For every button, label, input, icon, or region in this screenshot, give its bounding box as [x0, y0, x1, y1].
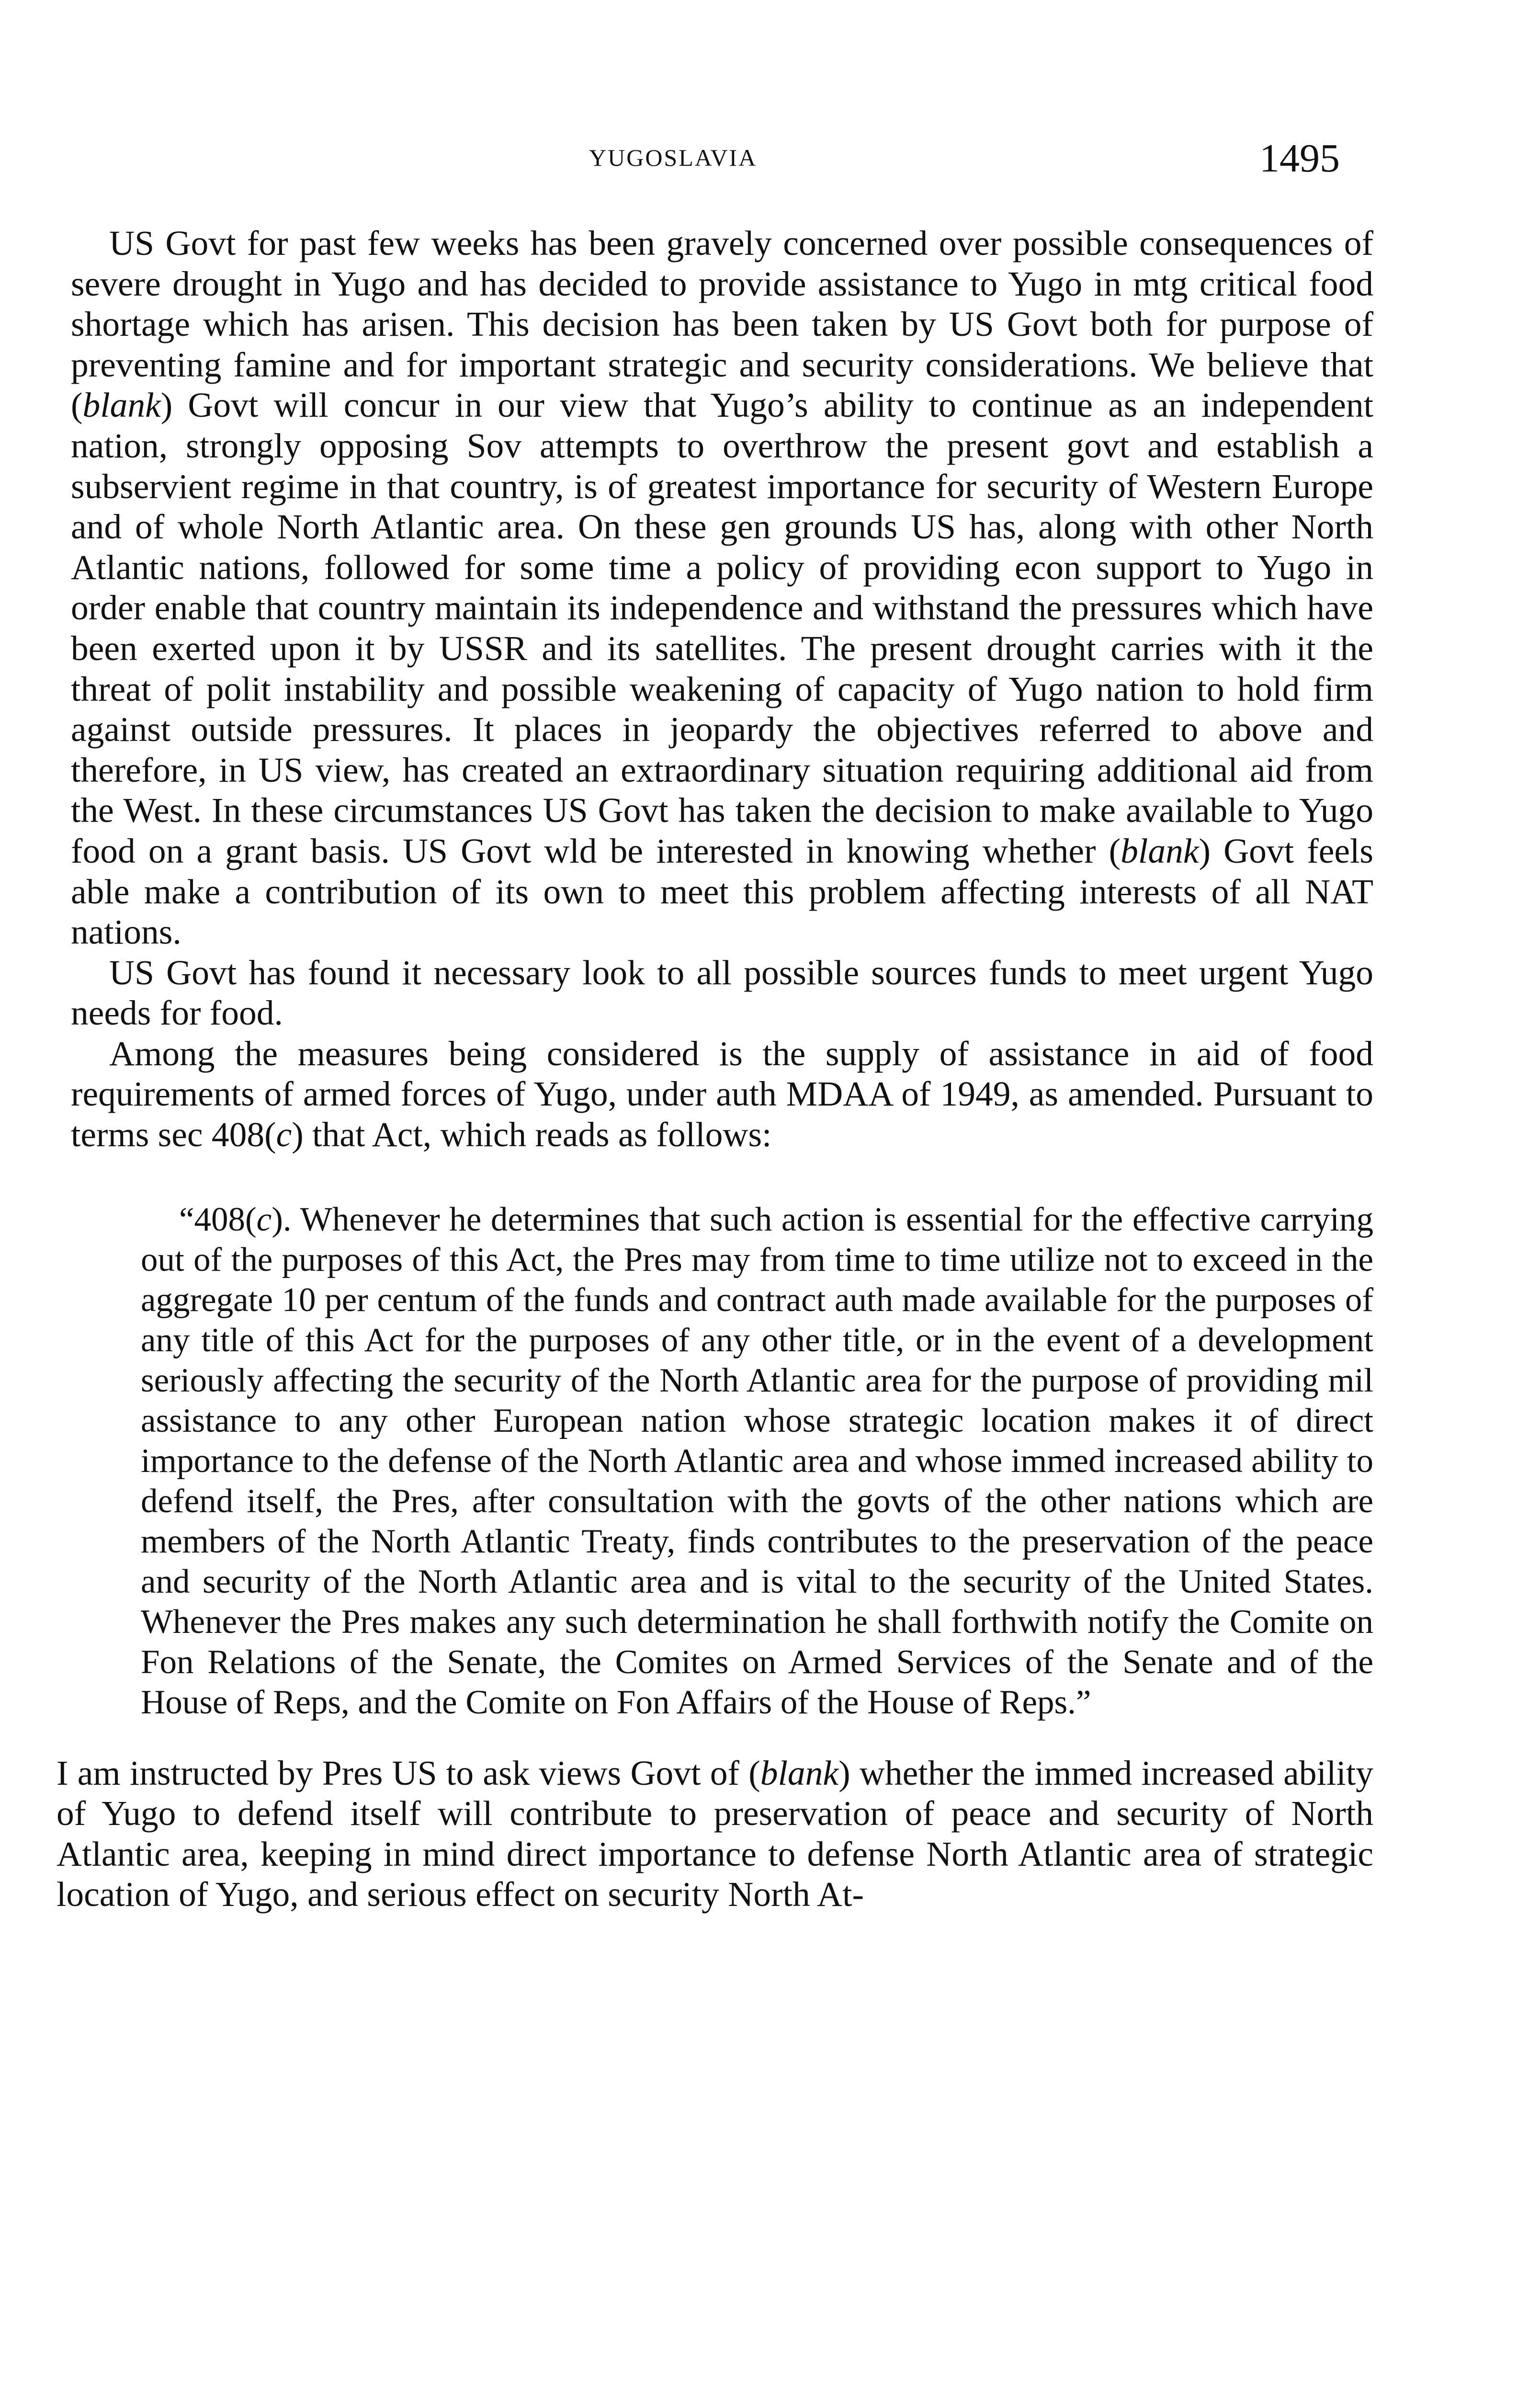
- page-number: 1495: [1259, 136, 1340, 181]
- paragraph-1-text-c: Govt feels able make a contribution of its own to meet this problem affecting interests of all NAT nations.: [71, 831, 1373, 952]
- blank-placeholder: blank: [82, 386, 161, 425]
- paragraph-1: US Govt for past few weeks has been gravely concerned over possible consequences of severe drought in Yugo and has decided to provide assistance to Yugo in mtg critical food shortage which has arisen. This decision has been taken by US Govt both for purpose of preventing famine and for important strategic and security considerations. We believe that (blank) Govt will concur in our view that Yugo’s ability to continue as an independent nation, strongly opposing Sov attempts to overthrow the present govt and establish a subservient regime in that country, is of greatest importance for security of Western Europe and of whole North Atlantic area. On these gen grounds US has, along with other North Atlantic nations, followed for some time a policy of providing econ support to Yugo in order enable that country maintain its independence and withstand the pressures which have been exerted upon it by USSR and its satellites. The present drought carries with it the threat of polit instability and possible weakening of capacity of Yugo nation to hold firm against outside pressures. It places in jeopardy the objectives referred to above and therefore, in US view, has created an extraordinary situation requiring additional aid from the West. In these circumstances US Govt has taken the decision to make available to Yugo food on a grant basis. US Govt wld be interested in knowing whether (blank) Govt feels able make a contribution of its own to meet this problem affecting interests of all NAT nations.: [71, 224, 1373, 952]
- paragraph-3-text-b: ) that Act, which reads as follows:: [292, 1115, 772, 1154]
- quote-open: “408(: [179, 1200, 257, 1238]
- paragraph-2: [71, 953, 1373, 1034]
- paragraph-4: I am instructed by Pres US to ask views Govt of (blank) whether the immed increased ability of Yugo to defend itself will contribute to preservation of peace and security of North Atlantic area, keeping in mind direct importance to defense North Atlantic area of strategic location of Yugo, and serious effect on security North At-: [57, 1753, 1373, 1914]
- section-letter: c: [276, 1115, 292, 1154]
- paragraph-4-text-b: whether the immed increased ability of Yugo to defend itself will contribute to preservation of peace and security of North Atlantic area, keeping in mind direct importance to defense North Atlantic area of strategic location of Yugo, and serious effect on security North At-: [57, 1753, 1373, 1914]
- blank-placeholder: blank: [760, 1753, 839, 1792]
- paragraph-1-text-b: Govt will concur in our view that Yugo’s ability to continue as an independent nation, strongly opposing Sov attempts to overthrow the present govt and establish a subservient regime in that country, is of greatest importance for security of Western Europe and of whole North Atlantic area. On these gen grounds US has, along with other North Atlantic nations, followed for some time a policy of providing econ support to Yugo in order enable that country maintain its independence and withstand the pressures which have been exerted upon it by USSR and its satellites. The present drought carries with it the threat of polit instability and possible weakening of capacity of Yugo nation to hold firm against outside pressures. It places in jeopardy the objectives referred to above and therefore, in US view, has created an extraordinary situation requiring additional aid from the West. In these circumstances US Govt has taken the decision to make available to Yugo food on a grant basis. US Govt wld be interested in knowing whether: [71, 386, 1373, 870]
- running-header: [0, 136, 1540, 187]
- paragraph-4-text-a: I am instructed by Pres US to ask views Govt of: [57, 1753, 749, 1792]
- paragraph-3: [71, 1034, 1373, 1155]
- blank-placeholder: blank: [1121, 831, 1199, 870]
- running-title: YUGOSLAVIA: [589, 144, 758, 171]
- paragraph-1-text-a: US Govt for past few weeks has been gravely concerned over possible consequences of severe drought in Yugo and has decided to provide assistance to Yugo in mtg critical food shortage which has arisen. This decision has been taken by US Govt both for purpose of preventing famine and for important strategic and security considerations. We believe that: [71, 224, 1373, 384]
- section-letter: c: [256, 1200, 272, 1238]
- body-text: [57, 223, 1373, 1915]
- paragraph-2-text: US Govt has found it necessary look to all possible sources funds to meet urgent Yugo needs for food.: [71, 953, 1373, 1033]
- paragraph-3-text-a: Among the measures being considered is the supply of assistance in aid of food requirements of armed forces of Yugo, under auth MDAA of 1949, as amended. Pursuant to terms sec 408(: [71, 1034, 1373, 1154]
- block-quote: [141, 1199, 1373, 1722]
- quote-text: ). Whenever he determines that such action is essential for the effective carrying out of the purposes of this Act, the Pres may from time to time utilize not to exceed in the aggregate 10 per centum of the funds and contract auth made available for the purposes of any title of this Act for the purposes of any other title, or in the event of a development seriously affecting the security of the North Atlantic area for the purpose of providing mil assistance to any other European nation whose strategic location makes it of direct importance to the defense of the North Atlantic area and whose immed increased ability to defend itself, the Pres, after consultation with the govts of the other nations which are members of the North Atlantic Treaty, finds contributes to the preservation of the peace and security of the North Atlantic area and is vital to the security of the United States. Whenever the Pres makes any such determination he shall forthwith notify the Comite on Fon Relations of the Senate, the Comites on Armed Services of the Senate and of the House of Reps, and the Comite on Fon Affairs of the House of Reps.”: [141, 1200, 1373, 1721]
